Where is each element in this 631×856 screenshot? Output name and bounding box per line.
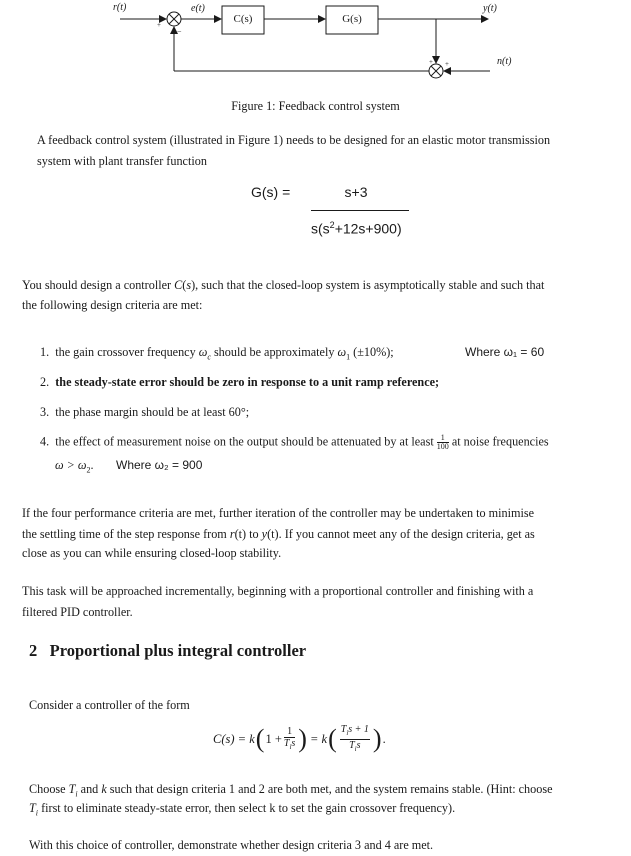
choose-line-2: $T_i$ first to eliminate steady-state error, then select k to set the gain crossover frequency). bbox=[29, 801, 456, 818]
sign-plus-3: + bbox=[445, 60, 449, 68]
figure-caption: Figure 1: Feedback control system bbox=[231, 99, 400, 113]
approach-line-2: filtered PID controller. bbox=[22, 605, 133, 619]
iteration-line-2: the settling time of the step response from r(t) to y(t). If you cannot meet any of the design criteria, get as bbox=[22, 527, 535, 541]
consider-text: Consider a controller of the form bbox=[29, 698, 190, 712]
criterion-4-line-2: $\omega > \omega_2$. bbox=[55, 458, 94, 475]
controller-block-label: C(s) bbox=[233, 13, 253, 25]
criterion-1-note: Where ω₁ = 60 bbox=[465, 345, 545, 359]
plant-tf-numerator: s+3 bbox=[344, 184, 368, 200]
criterion-2: 2. the steady-state error should be zero in response to a unit ramp reference; bbox=[40, 375, 440, 389]
intro-line-1: A feedback control system (illustrated in Figure 1) needs to be designed for an elastic motor transmission bbox=[37, 133, 551, 147]
criterion-4-fraction: $\frac{1}{100}$ bbox=[436, 433, 449, 451]
sign-plus-2: + bbox=[429, 58, 433, 66]
label-r: r(t) bbox=[113, 2, 127, 13]
plant-tf-fraction-bar bbox=[311, 210, 409, 211]
iteration-line-1: If the four performance criteria are met, further iteration of the controller may be undertaken to minimise bbox=[22, 506, 534, 520]
intro-line-2: system with plant transfer function bbox=[37, 154, 207, 168]
criterion-4: 4. the effect of measurement noise on the output should be attenuated by at least $\frac{1}{100}$ at noise frequencies bbox=[40, 433, 549, 451]
plant-tf-lhs: G(s) = bbox=[251, 184, 291, 200]
final-instruction: With this choice of controller, demonstrate whether design criteria 3 and 4 are met. bbox=[29, 838, 434, 852]
plant-tf-denominator: $s(s^2+12s+900)$ bbox=[311, 220, 402, 237]
iteration-line-3: close as you can while ensuring closed-loop stability. bbox=[22, 546, 282, 560]
criterion-3: 3. the phase margin should be at least 60°; bbox=[40, 405, 250, 419]
design-intro-line-2: the following design criteria are met: bbox=[22, 298, 203, 312]
plant-block-label: G(s) bbox=[342, 13, 362, 25]
sign-minus-1: − bbox=[177, 27, 182, 36]
design-intro-line-1: You should design a controller C(s), such that the closed-loop system is asymptotically stable and such that bbox=[22, 278, 545, 292]
criterion-4-note: Where ω₂ = 900 bbox=[116, 458, 203, 472]
label-e: e(t) bbox=[191, 3, 205, 14]
section-heading: 2 Proportional plus integral controller bbox=[29, 641, 307, 660]
sign-plus-1: + bbox=[157, 21, 161, 29]
block-diagram bbox=[0, 0, 631, 90]
approach-line-1: This task will be approached incrementally, beginning with a proportional controller and finishing with a bbox=[22, 584, 534, 598]
criterion-1: 1. the gain crossover frequency $\omega_c$ should be approximately $\omega_1$ (±10%); bbox=[40, 345, 394, 362]
label-n: n(t) bbox=[497, 56, 512, 67]
pi-controller-formula: C(s) = k ( 1 + $\frac{1}{T_is}$ ) = k ( $\frac{T_is + 1}{T_is}$ ) . bbox=[213, 723, 386, 753]
choose-line-1: Choose $T_i$ and k such that design criteria 1 and 2 are both met, and the system remains stable. (Hint: choose bbox=[29, 782, 553, 799]
label-y: y(t) bbox=[483, 3, 497, 14]
